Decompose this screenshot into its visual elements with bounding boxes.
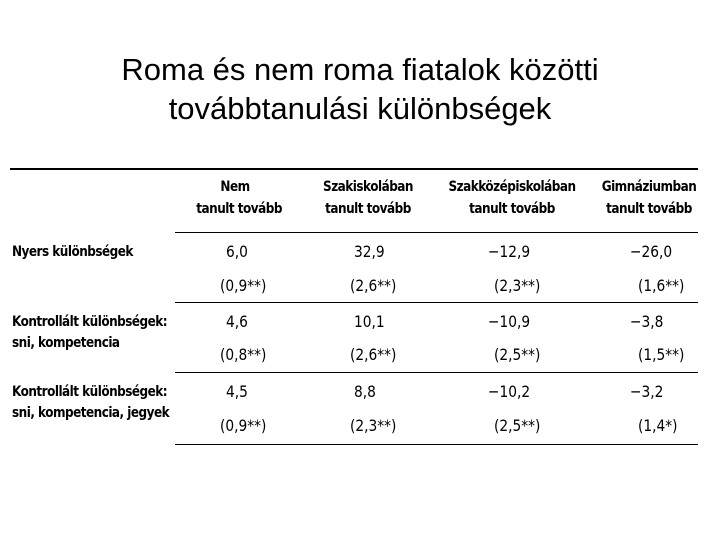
column-header-nem: Nem tanult tovább	[196, 179, 282, 217]
slide-title-line-1: Roma és nem roma fiatalok közötti	[121, 52, 599, 87]
table-cell-error: (2,6**)	[350, 276, 397, 295]
table-cell: −3,2	[630, 382, 664, 401]
table-cell-error: (2,5**)	[494, 345, 541, 364]
table-cell-error: (1,5**)	[638, 345, 685, 364]
table-cell: 32,9	[354, 242, 385, 261]
table-cell: 6,0	[226, 242, 248, 261]
table-cell: −10,9	[488, 312, 531, 331]
table-cell-error: (2,5**)	[494, 416, 541, 435]
row-label-kontrollalt-2: Kontrollált különbségek: sni, kompetencia, jegyek	[12, 384, 170, 421]
table-cell-error: (1,4*)	[638, 416, 678, 435]
table-cell-error: (2,3**)	[494, 276, 541, 295]
table-cell: 4,6	[226, 312, 248, 331]
row-label-kontrollalt-1: Kontrollált különbségek: sni, kompetencia	[12, 314, 168, 351]
column-header-szakiskola: Szakiskolában tanult tovább	[323, 179, 413, 217]
table-cell: −26,0	[630, 242, 673, 261]
row-separator	[175, 372, 698, 373]
table-cell-error: (0,9**)	[220, 416, 267, 435]
header-rule	[175, 232, 698, 233]
row-label-nyers: Nyers különbségek	[12, 244, 133, 260]
table-cell-error: (0,8**)	[220, 345, 267, 364]
table-cell-error: (0,9**)	[220, 276, 267, 295]
table-cell: 4,5	[226, 382, 248, 401]
table-cell-error: (2,6**)	[350, 345, 397, 364]
table-top-rule	[10, 168, 698, 170]
table-bottom-rule	[175, 444, 698, 445]
slide-title	[0, 50, 720, 128]
column-header-gimnazium: Gimnáziumban tanult tovább	[601, 179, 697, 217]
table-cell-error: (2,3**)	[350, 416, 397, 435]
row-separator	[175, 302, 698, 303]
table-cell-error: (1,6**)	[638, 276, 685, 295]
table-cell: −10,2	[488, 382, 531, 401]
table-cell: −12,9	[488, 242, 531, 261]
column-header-szakkozepiskola: Szakközépiskolában tanult tovább	[448, 179, 576, 217]
table-cell: 10,1	[354, 312, 385, 331]
slide-title-line-2: továbbtanulási különbségek	[168, 91, 552, 126]
table-cell: −3,8	[630, 312, 664, 331]
table-cell: 8,8	[354, 382, 376, 401]
